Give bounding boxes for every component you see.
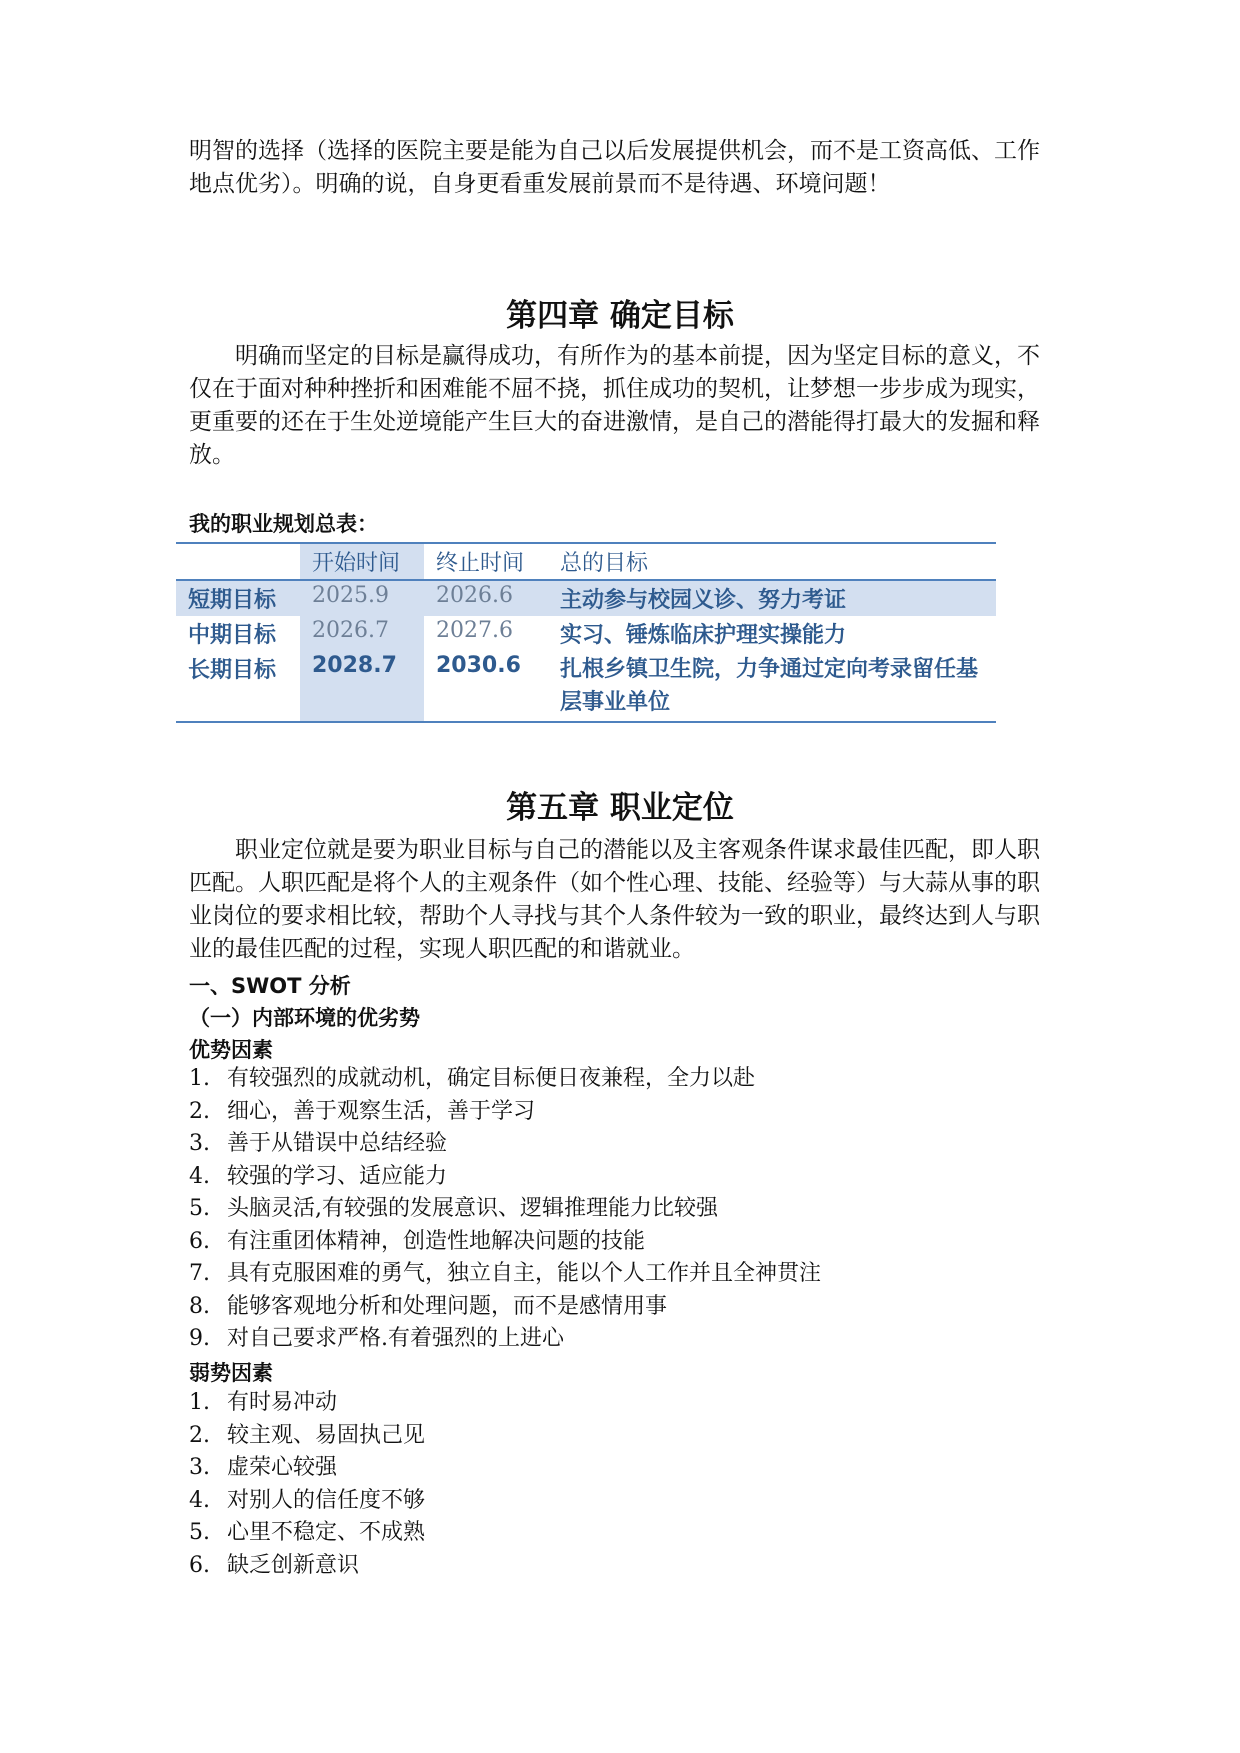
row-end: 2027.6 xyxy=(436,618,513,643)
row-label: 中期目标 xyxy=(188,623,277,648)
row-start: 2025.9 xyxy=(312,583,389,608)
table-header-row xyxy=(176,543,996,580)
career-plan-table xyxy=(176,542,996,723)
intro-paragraph: 明智的选择（选择的医院主要是能为自己以后发展提供机会，而不是工资高低、工作地点优劣）。明确的说，自身更看重发展前景而不是待遇、环境问题！ xyxy=(189,138,1040,197)
strengths-list xyxy=(189,1063,821,1356)
list-item: 8. 能够客观地分析和处理问题，而不是感情用事 xyxy=(189,1293,668,1319)
list-item: 2. 细心，善于观察生活，善于学习 xyxy=(189,1098,536,1124)
list-item: 9. 对自己要求严格.有着强烈的上进心 xyxy=(189,1326,564,1351)
list-item: 7. 具有克服困难的勇气，独立自主，能以个人工作并且全神贯注 xyxy=(189,1261,822,1286)
row-label: 长期目标 xyxy=(188,658,277,683)
list-item: 4. 对别人的信任度不够 xyxy=(189,1487,426,1513)
row-label: 短期目标 xyxy=(188,588,277,613)
subsection-title: （一）内部环境的优劣势 xyxy=(189,1006,420,1030)
chapter4-title: 第四章 确定目标 xyxy=(506,298,734,334)
list-item: 2. 较主观、易固执己见 xyxy=(189,1422,426,1448)
table-row xyxy=(176,580,996,616)
row-goal: 实习、锤炼临床护理实操能力 xyxy=(560,623,847,648)
row-end: 2030.6 xyxy=(436,653,521,678)
row-goal: 主动参与校园义诊、努力考证 xyxy=(560,588,847,613)
table-header-empty xyxy=(176,543,300,580)
table-caption: 我的职业规划总表： xyxy=(189,512,378,536)
list-item: 5. 心里不稳定、不成熟 xyxy=(189,1520,426,1545)
section-title: 一、SWOT 分析 xyxy=(189,974,351,998)
chapter5-paragraph: 职业定位就是要为职业目标与自己的潜能以及主客观条件谋求最佳匹配，即人职匹配。人职匹配是将个人的主观条件（如个性心理、技能、经验等）与大蒜从事的职业岗位的要求相比较，帮助个人寻找与其个人条件较为一致的职业，最终达到人与职业的最佳匹配的过程，实现人职匹配的和谐就业。 xyxy=(189,837,1040,962)
list-item: 1. 有时易冲动 xyxy=(189,1390,338,1415)
list-item: 4. 较强的学习、适应能力 xyxy=(189,1163,448,1189)
table-header-start: 开始时间 xyxy=(300,543,424,580)
row-end: 2026.6 xyxy=(436,583,513,608)
table-row xyxy=(176,616,996,651)
list-item: 3. 虚荣心较强 xyxy=(189,1455,338,1480)
chapter5-title: 第五章 职业定位 xyxy=(506,790,734,826)
table-row xyxy=(176,651,996,722)
row-goal: 扎根乡镇卫生院，力争通过定向考录留任基层事业单位 xyxy=(560,657,979,715)
chapter4-paragraph: 明确而坚定的目标是赢得成功，有所作为的基本前提，因为坚定目标的意义，不仅在于面对种种挫折和困难能不屈不挠，抓住成功的契机，让梦想一步步成为现实，更重要的还在于生处逆境能产生巨大的奋进激情，是自己的潜能得打最大的发掘和释放。 xyxy=(189,343,1040,468)
list-item: 3. 善于从错误中总结经验 xyxy=(189,1131,448,1156)
weaknesses-title: 弱势因素 xyxy=(189,1361,273,1385)
row-start: 2028.7 xyxy=(300,651,424,722)
strengths-title: 优势因素 xyxy=(189,1038,273,1062)
weaknesses-list xyxy=(189,1387,425,1582)
list-item: 6. 有注重团体精神，创造性地解决问题的技能 xyxy=(189,1228,646,1254)
list-item: 6. 缺乏创新意识 xyxy=(189,1552,360,1578)
row-start: 2026.7 xyxy=(300,616,424,651)
list-item: 1. 有较强烈的成就动机，确定目标便日夜兼程，全力以赴 xyxy=(189,1066,756,1091)
list-item: 5. 头脑灵活,有较强的发展意识、逻辑推理能力比较强 xyxy=(189,1196,718,1221)
table-header-goal: 总的目标 xyxy=(560,551,649,576)
table-header-end: 终止时间 xyxy=(436,551,525,576)
